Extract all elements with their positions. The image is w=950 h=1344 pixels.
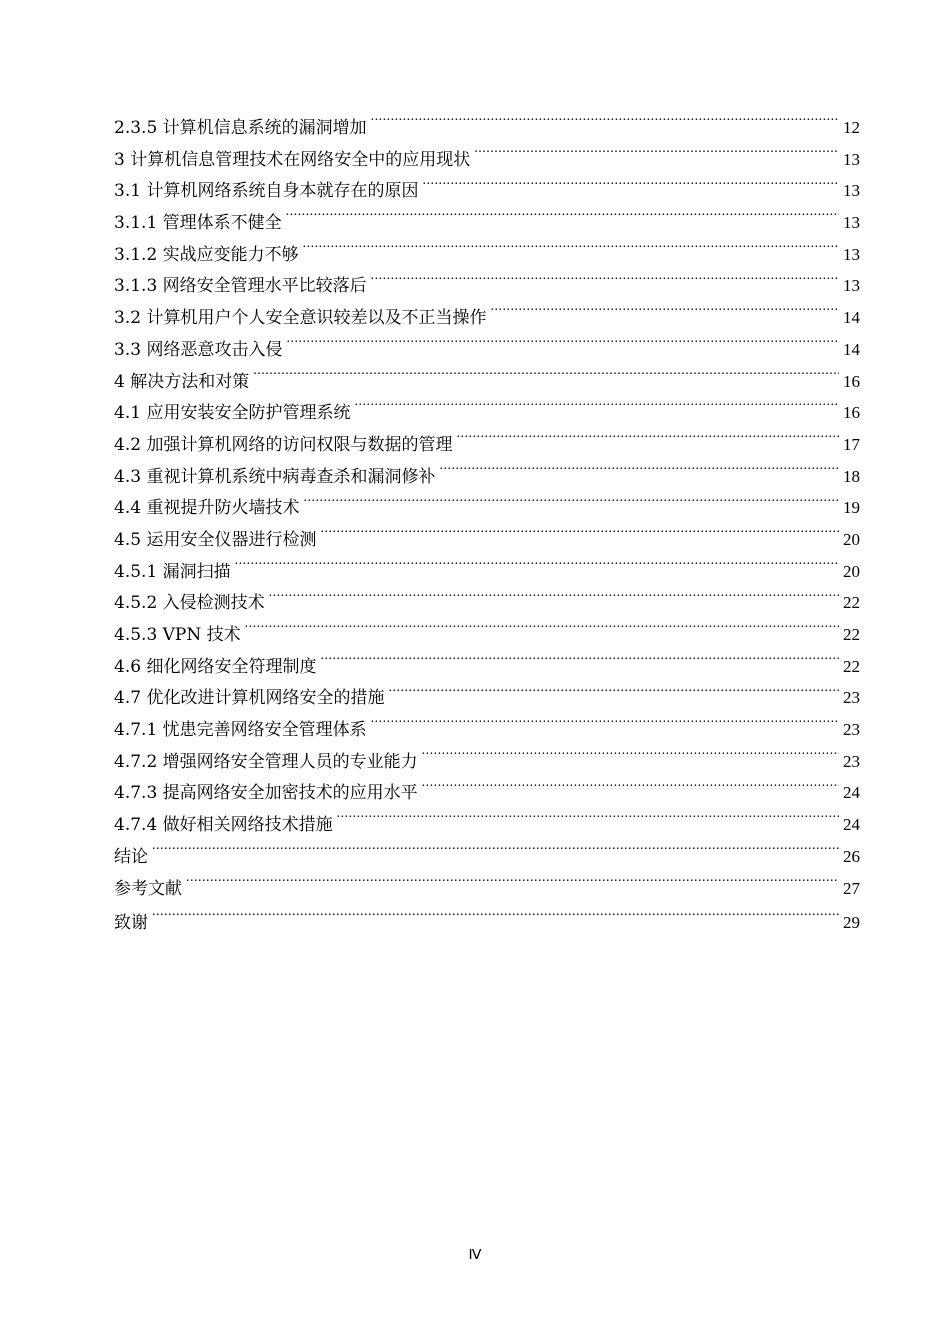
dot-leader — [439, 462, 839, 482]
dot-leader — [422, 778, 839, 798]
toc-entry-page: 24 — [843, 815, 860, 835]
toc-entry[interactable] — [114, 302, 860, 334]
toc-entry-page: 13 — [843, 276, 860, 296]
toc-entry-page: 13 — [843, 149, 860, 169]
dot-leader — [422, 176, 839, 196]
toc-entry-title: 4.1 应用安装安全防护管理系统 — [114, 403, 351, 424]
toc-entry[interactable] — [114, 334, 860, 366]
toc-entry[interactable] — [114, 873, 860, 905]
toc-entry-title: 4.4 重视提升防火墙技术 — [114, 498, 300, 519]
toc-entry-page: 23 — [843, 720, 860, 740]
toc-entry-title: 4.7.3 提高网络安全加密技术的应用水平 — [114, 783, 418, 804]
toc-entry[interactable] — [114, 492, 860, 524]
toc-entry-page: 17 — [843, 434, 860, 454]
toc-entry-page: 14 — [843, 339, 860, 359]
toc-entry-page: 22 — [843, 625, 860, 644]
toc-entry-page: 26 — [843, 846, 860, 866]
toc-entry-title: 4.5.1 漏洞扫描 — [114, 561, 231, 582]
dot-leader — [320, 652, 839, 672]
toc-entry-page: 13 — [843, 244, 860, 264]
toc-entry-page: 20 — [843, 529, 860, 549]
dot-leader — [337, 810, 839, 830]
toc-entry-page: 13 — [843, 213, 860, 233]
toc-entry-title: 参考文献 — [114, 878, 182, 899]
toc-entry-page: 22 — [843, 656, 860, 676]
toc-entry[interactable] — [114, 651, 860, 683]
toc-entry-page: 23 — [843, 751, 860, 771]
dot-leader — [490, 303, 839, 323]
toc-entry-title: 3.1 计算机网络系统自身本就存在的原因 — [114, 181, 419, 202]
toc-entry[interactable] — [114, 144, 860, 176]
dot-leader — [269, 588, 839, 608]
toc-entry-page: 18 — [843, 466, 860, 486]
dot-leader — [320, 525, 839, 545]
toc-entry-title: 4.5 运用安全仪器进行检测 — [114, 529, 317, 550]
toc-entry[interactable] — [114, 907, 860, 939]
toc-entry-page: 29 — [843, 913, 860, 933]
toc-entry-title: 4 解决方法和对策 — [114, 371, 250, 392]
toc-entry[interactable] — [114, 175, 860, 207]
toc-entry-title: 3.1.1 管理体系不健全 — [114, 213, 282, 234]
toc-entry-page: 23 — [843, 688, 860, 708]
dot-leader — [152, 842, 839, 862]
toc-entry[interactable] — [114, 366, 860, 398]
dot-leader — [303, 240, 839, 260]
toc-entry[interactable] — [114, 746, 860, 778]
toc-entry[interactable] — [114, 239, 860, 271]
toc-entry-title: 4.7.1 忧患完善网络安全管理体系 — [114, 720, 367, 741]
page-number: Ⅳ — [468, 1246, 482, 1262]
dot-leader — [286, 335, 839, 355]
dot-leader — [186, 874, 839, 894]
toc-entry-title: 4.2 加强计算机网络的访问权限与数据的管理 — [114, 434, 453, 455]
toc-entry[interactable] — [114, 524, 860, 556]
toc-entry[interactable] — [114, 587, 860, 619]
toc-entry-title: 3.2 计算机用户个人安全意识较差以及不正当操作 — [114, 308, 487, 329]
toc-entry-title: 4.7.4 做好相关网络技术措施 — [114, 815, 333, 836]
dot-leader — [371, 113, 839, 133]
dot-leader — [456, 430, 839, 450]
toc-entry[interactable] — [114, 207, 860, 239]
toc-entry-title: 3 计算机信息管理技术在网络安全中的应用现状 — [114, 149, 471, 170]
toc-entry-page: 27 — [843, 878, 860, 898]
toc-entry-page: 16 — [843, 403, 860, 423]
toc-entry[interactable] — [114, 809, 860, 841]
toc-entry-title: 致谢 — [114, 913, 148, 934]
toc-entry-page: 22 — [843, 593, 860, 613]
dot-leader — [388, 683, 839, 703]
toc-entry[interactable] — [114, 461, 860, 493]
toc-entry-title: 4.7 优化改进计算机网络安全的措施 — [114, 688, 385, 709]
toc-entry[interactable] — [114, 619, 860, 651]
toc-entry-title: 结论 — [114, 846, 148, 867]
toc-entry-page: 20 — [843, 561, 860, 581]
toc-entry[interactable] — [114, 841, 860, 873]
toc-entry-title: 3.1.3 网络安全管理水平比较落后 — [114, 276, 367, 297]
toc-entry-page: 24 — [843, 783, 860, 803]
toc-entry-title: 4.3 重视计算机系统中病毒查杀和漏洞修补 — [114, 466, 436, 487]
dot-leader — [235, 557, 839, 577]
dot-leader — [245, 620, 839, 640]
dot-leader — [422, 747, 839, 767]
dot-leader — [474, 145, 839, 165]
toc-entry-page: 14 — [843, 308, 860, 328]
toc-entry-page: 12 — [843, 118, 860, 137]
toc-entry-title: 4.5.3 VPN 技术 — [114, 625, 241, 645]
toc-entry[interactable] — [114, 429, 860, 461]
dot-leader — [371, 715, 839, 735]
toc-entry-page: 16 — [843, 371, 860, 391]
toc-entry-page: 19 — [843, 498, 860, 518]
toc-entry[interactable] — [114, 270, 860, 302]
toc-entry[interactable] — [114, 714, 860, 746]
dot-leader — [303, 493, 839, 513]
dot-leader — [354, 398, 839, 418]
table-of-contents — [114, 112, 860, 939]
toc-entry-title: 2.3.5 计算机信息系统的漏洞增加 — [114, 118, 367, 138]
toc-entry[interactable] — [114, 682, 860, 714]
toc-entry-title: 4.7.2 增强网络安全管理人员的专业能力 — [114, 751, 418, 772]
dot-leader — [286, 208, 839, 228]
toc-entry-page: 13 — [843, 181, 860, 201]
dot-leader — [371, 271, 839, 291]
toc-entry-title: 4.6 细化网络安全符理制度 — [114, 656, 317, 677]
toc-entry-title: 4.5.2 入侵检测技术 — [114, 593, 265, 614]
toc-entry[interactable] — [114, 777, 860, 809]
toc-entry-title: 3.3 网络恶意攻击入侵 — [114, 339, 283, 360]
dot-leader — [152, 908, 839, 928]
toc-entry[interactable] — [114, 112, 860, 144]
dot-leader — [253, 367, 839, 387]
toc-entry[interactable] — [114, 397, 860, 429]
toc-entry[interactable] — [114, 556, 860, 588]
toc-entry-title: 3.1.2 实战应变能力不够 — [114, 244, 299, 265]
